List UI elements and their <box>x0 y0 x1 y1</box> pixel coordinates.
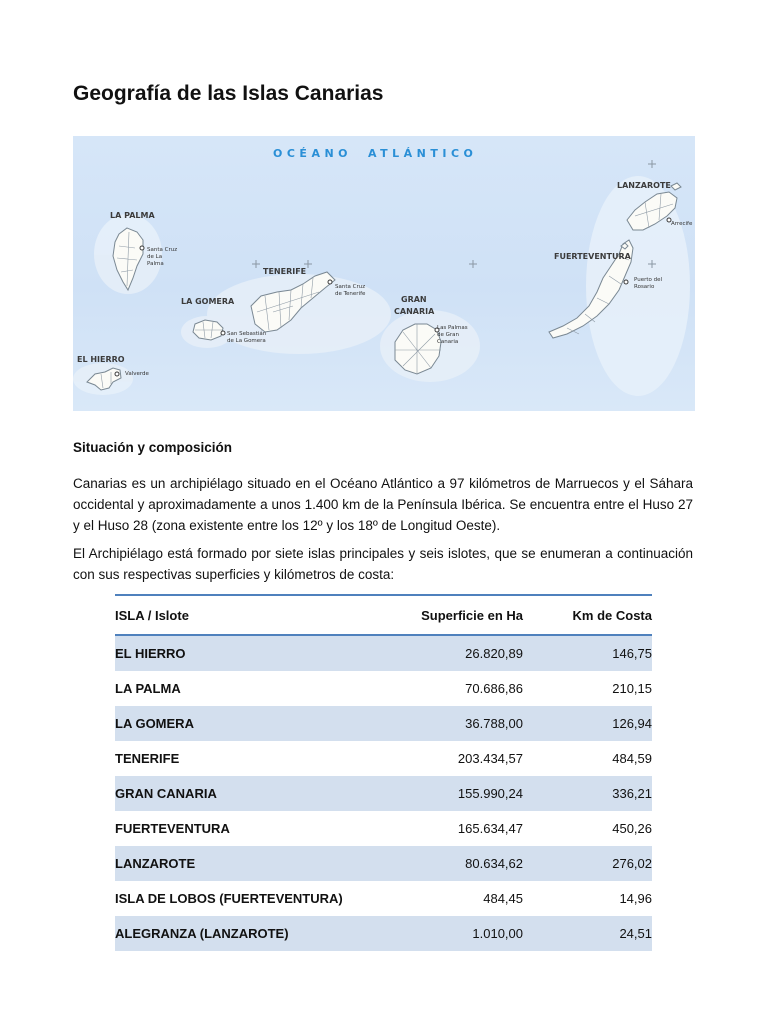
island-coast: 276,02 <box>523 846 652 881</box>
page-title: Geografía de las Islas Canarias <box>73 82 384 105</box>
header-coast: Km de Costa <box>523 595 652 635</box>
table-row <box>115 671 652 706</box>
label-la-palma: LA PALMA <box>110 211 155 220</box>
label-san-sebastian-2: de La Gomera <box>227 338 266 344</box>
island-area: 155.990,24 <box>370 776 523 811</box>
label-valverde: Valverde <box>125 371 149 377</box>
island-coast: 146,75 <box>523 635 652 671</box>
label-gran-canaria-1: GRAN <box>401 295 427 304</box>
table-row <box>115 776 652 811</box>
map-graphic <box>73 136 695 411</box>
island-area: 484,45 <box>483 891 523 906</box>
island-area: 70.686,86 <box>465 681 523 696</box>
capital-marker-santa-cruz-tenerife <box>328 280 332 284</box>
island-name: LANZAROTE <box>115 846 370 881</box>
island-coast: 336,21 <box>523 776 652 811</box>
label-santa-cruz-tenerife-1: Santa Cruz <box>335 284 366 290</box>
capital-marker-santa-cruz-la-palma <box>140 246 144 250</box>
island-area: 36.788,00 <box>370 706 523 741</box>
island-name: LA GOMERA <box>115 706 370 741</box>
label-san-sebastian-1: San Sebastián <box>227 331 267 337</box>
island-name: ALEGRANZA (LANZAROTE) <box>115 916 370 951</box>
header-island: ISLA / Islote <box>115 595 370 635</box>
label-lanzarote: LANZAROTE <box>617 181 671 190</box>
table-row <box>115 881 652 916</box>
capital-marker-san-sebastian <box>221 331 225 335</box>
label-tenerife: TENERIFE <box>263 267 307 276</box>
label-puerto-rosario-2: Rosario <box>634 284 655 290</box>
island-name: EL HIERRO <box>115 635 370 671</box>
island-area: 1.010,00 <box>370 916 523 951</box>
label-las-palmas-2: de Gran <box>437 332 460 338</box>
islands-table <box>115 594 652 951</box>
label-santa-cruz-la-palma-3: Palma <box>147 261 164 267</box>
island-name: TENERIFE <box>115 751 180 766</box>
island-coast: 24,51 <box>523 916 652 951</box>
capital-marker-valverde <box>115 372 119 376</box>
table-header-row <box>115 595 652 635</box>
label-puerto-rosario-1: Puerto del <box>634 277 663 283</box>
label-arrecife: Arrecife <box>671 221 693 227</box>
composition-paragraph: El Archipiélago está formado por siete islas principales y seis islotes, que se enumeran a continuación con sus respectivas superficies y kilómetros de costa: <box>73 546 693 582</box>
island-coast: 126,94 <box>523 706 652 741</box>
island-area: 203.434,57 <box>457 751 523 766</box>
island-name: FUERTEVENTURA <box>115 821 230 836</box>
label-las-palmas-1: Las Palmas <box>437 325 468 331</box>
label-santa-cruz-tenerife-2: de Tenerife <box>335 291 366 297</box>
label-santa-cruz-la-palma-1: Santa Cruz <box>147 247 178 253</box>
table-row <box>115 635 652 671</box>
intro-paragraph: Canarias es un archipiélago situado en el Océano Atlántico a 97 kilómetros de Marruecos y el Sáhara occidental y aproximadamente a unos 1.400 km de la Península Ibérica. Se encuentra entre el Huso 27 y el Huso 28 (zona existente entre los 12º y los 18º de Longitud Oeste). <box>73 476 693 533</box>
label-el-hierro: EL HIERRO <box>77 355 125 364</box>
label-santa-cruz-la-palma-2: de La <box>147 254 163 260</box>
island-coast: 450,26 <box>612 821 652 836</box>
table-row <box>115 706 652 741</box>
label-la-gomera: LA GOMERA <box>181 297 235 306</box>
island-name: GRAN CANARIA <box>115 776 370 811</box>
label-fuerteventura: FUERTEVENTURA <box>554 252 631 261</box>
section-heading: Situación y composición <box>73 440 233 455</box>
label-las-palmas-3: Canaria <box>437 339 459 345</box>
table-row <box>115 811 652 846</box>
island-coast: 484,59 <box>612 751 652 766</box>
island-name: LA PALMA <box>115 681 181 696</box>
canary-islands-map <box>73 136 695 411</box>
ocean-label-oceano: OCÉANO <box>273 147 353 160</box>
island-area: 26.820,89 <box>370 635 523 671</box>
capital-marker-puerto-rosario <box>624 280 628 284</box>
ocean-label-atlantico: ATLÁNTICO <box>368 147 478 160</box>
island-coast: 14,96 <box>619 891 652 906</box>
island-coast: 210,15 <box>612 681 652 696</box>
table-row <box>115 846 652 881</box>
island-area: 165.634,47 <box>457 821 523 836</box>
label-gran-canaria-2: CANARIA <box>394 307 435 316</box>
table-row <box>115 741 652 776</box>
header-area: Superficie en Ha <box>370 595 523 635</box>
island-area: 80.634,62 <box>370 846 523 881</box>
island-name: ISLA DE LOBOS (FUERTEVENTURA) <box>115 891 343 906</box>
island-la-graciosa <box>671 183 681 190</box>
table-row <box>115 916 652 951</box>
